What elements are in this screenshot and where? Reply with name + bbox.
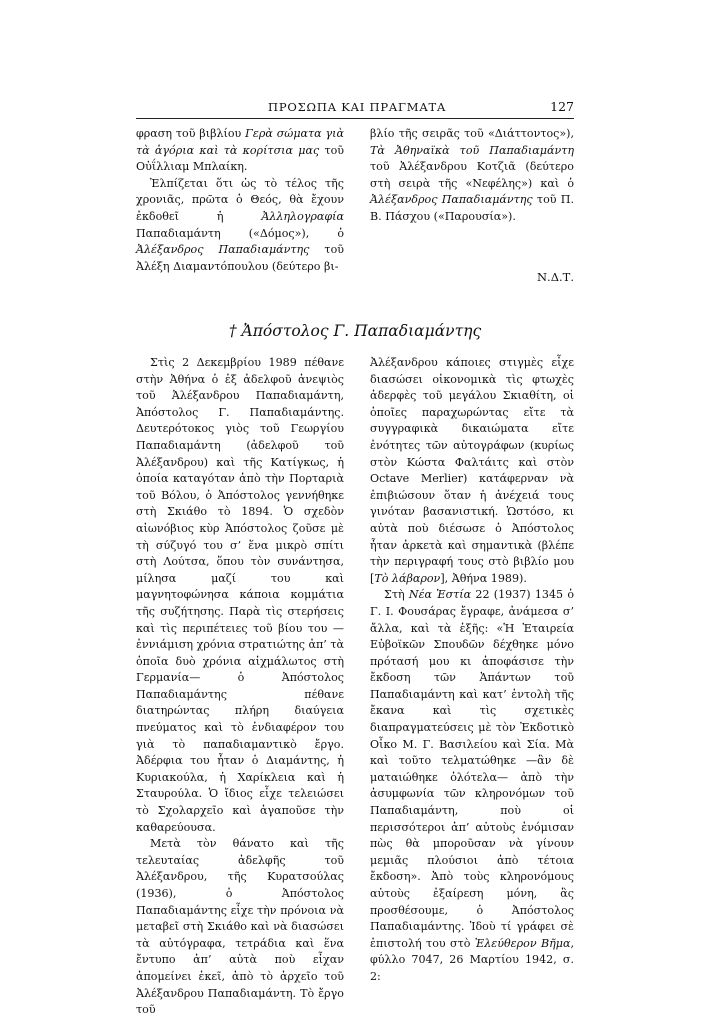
obituary-title: † Ἀπόστολος Γ. Παπαδιαμάντης [228, 322, 482, 340]
text-run: Ἀλέξανδρου κάποιες στιγμὲς εἶχε διασώσει οἰκονομικὰ τὶς φτωχὲς ἀδερφὲς τοῦ μεγάλου Σκιαθίτη, οἱ ὁποῖες παραχωρώντας εἴτε τὰ συγγραφικὰ δικαιώματα εἴτε ἐνότητες τῶν αὐτογράφων (κυρίως στὸν Κώστα Φαλτάιτς καὶ στὸν Octave Merlier) κατάφερναν νὰ ἐπιβιώσουν ὅταν ἡ ἀνέχειά τους γινόταν βασανιστική. Ὡστόσο, κι αὐτὰ ποὺ διέσωσε ὁ Ἀπόστολος ἦταν ἀρκετὰ καὶ σημαντικὰ (βλέπε τὴν περιγραφή τους στὸ βιβλίο μου [ [370, 356, 574, 585]
text-run: Παπαδιαμάντη («Δόμος»), ὁ [136, 226, 344, 240]
paragraph [370, 126, 574, 226]
page-number: 127 [550, 99, 574, 114]
paragraph [136, 355, 344, 836]
text-run: τοῦ Π. Β. Πάσχου («Παρουσία»). [370, 193, 574, 223]
paragraph [370, 355, 574, 587]
italic-title: Νέα Ἑστία [408, 588, 472, 602]
paragraph [136, 836, 344, 1019]
text-run: Ἐλπίζεται ὅτι ὡς τὸ τέλος τῆς χρονιᾶς, πρῶτα ὁ Θεός, θὰ ἔχουν ἐκδοθεῖ ἡ [136, 176, 344, 223]
text-run: Στὶς 2 Δεκεμβρίου 1989 πέθανε στὴν Ἀθήνα ὁ ἐξ ἀδελφοῦ ἀνεψιὸς τοῦ Ἀλέξανδρου Παπαδιαμάντη, Ἀπόστολος Γ. Παπαδιαμάντης. Δευτερότοκος γιὸς τοῦ Γεωργίου Παπαδιαμάντη (ἀδελφοῦ τοῦ Ἀλέξανδρου) καὶ τῆς Κατίγκως, ἡ ὁποία καταγόταν ἀπὸ τὴν Πορταριὰ τοῦ Βόλου, ὁ Ἀπόστολος γεννήθηκε στὴ Σκιάθο τὸ 1894. Ὁ σχεδὸν αἰωνόβιος κὺρ Ἀπόστολος ζοῦσε μὲ τὴ σύζυγό του σ’ ἕνα μικρὸ σπίτι στὴ Λούτσα, ὅπου τὸν συνάντησα, μίλησα μαζί του καὶ μαγνητοφώνησα κάποια κομμάτια τῆς συζήτησης. Παρὰ τὶς στερήσεις καὶ τὶς περιπέτειες τοῦ βίου του —ἐννιάμιση χρόνια στρατιώτης ἀπ’ τὰ ὁποῖα δυὸ χρόνια αἰχμάλωτος στὴ Γερμανία— ὁ Ἀπόστολος Παπαδιαμάντης πέθανε διατηρώντας πλήρη διαύγεια πνεύματος καὶ τὸ ἐνδιαφέρον του γιὰ τὸ παπαδιαμαντικὸ ἔργο. Ἀδέρφια του ἦταν ὁ Διαμάντης, ἡ Κυριακούλα, ἡ Χαρίκλεια καὶ ἡ Σταυρούλα. Ὁ ἴδιος εἶχε τελειώσει τὸ Σχολαρχεῖο καὶ ἀγαποῦσε τὴν καθαρεύουσα. [136, 356, 344, 834]
text-run: τοῦ Οὐΐλλιαμ Μπλαίκη. [136, 143, 344, 174]
running-title: ΠΡΟΣΩΠΑ ΚΑΙ ΠΡΑΓΜΑΤΑ [268, 100, 447, 114]
paragraph [370, 587, 574, 985]
paragraph [136, 126, 344, 176]
italic-title: Ἀλέξανδρος Παπαδιαμάντης [136, 243, 310, 257]
text-run: φραση τοῦ βιβλίου [136, 127, 246, 140]
italic-title: Ἀλέξανδρος Παπαδιαμάντης [370, 193, 533, 207]
italic-title: Γερὰ σώματα γιὰ τὰ ἀγόρια καὶ τὰ κορίτσια μας [136, 127, 345, 157]
body-left-column [136, 355, 344, 1019]
text-run: Στὴ [384, 588, 409, 602]
text-run: ], Ἀθήνα 1989). [440, 571, 527, 585]
text-run: τοῦ Ἀλέξη Διαμαντόπουλου (δεύτερο βι- [136, 243, 344, 273]
body-right-column [370, 355, 574, 986]
text-run: Μετὰ τὸν θάνατο καὶ τῆς τελευταίας ἀδελφῆς τοῦ Ἀλέξανδρου, τῆς Κυρατσούλας (1936), ὁ Ἀπόστολος Παπαδιαμάντης εἶχε τὴν πρόνοια νὰ μεταβεῖ στὴ Σκιάθο καὶ νὰ διασώσει τὰ αὐτόγραφα, τετράδια καὶ ἕνα ἔντυπο ἀπ’ αὐτὰ ποὺ εἶχαν ἀπομείνει ἐκεῖ, ἀπὸ τὸ ἀρχεῖο τοῦ Ἀλέξανδρου Παπαδιαμάντη. Τὸ ἔργο τοῦ [136, 837, 344, 1017]
paragraph [136, 176, 344, 276]
text-run: 22 (1937) 1345 ὁ Γ. Ι. Φουσάρας ἔγραφε, ἀνάμεσα σ’ ἄλλα, καὶ τὰ ἑξῆς: «Ἡ Ἑταιρεία Εὐβοϊκῶν Σπουδῶν δέχθηκε μόνο πρότασή μου κι ἀποφάσισε τὴν ἔκδοση τῶν Ἁπάντων τοῦ Παπαδιαμάντη καὶ κατ’ ἐντολὴ τῆς ἔκανα καὶ τὶς σχετικὲς διαπραγματεύσεις μὲ τὸν Ἐκδοτικὸ Οἶκο Μ. Γ. Βασιλείου καὶ Σία. Μὰ καὶ τοῦτο τελματώθηκε —ἂν δὲ ματαιώθηκε ὁλότελα— ἀπὸ τὴν ἀσυμφωνία τῶν κληρονόμων τοῦ Παπαδιαμάντη, ποὺ οἱ περισσότεροι ἀπ’ αὐτοὺς ἐνόμισαν πὼς θὰ μποροῦσαν νὰ γίνουν μεμιᾶς πλούσιοι ἀπὸ τέτοια ἔκδοση». Ἀπὸ τοὺς κληρονόμους αὐτοὺς ἐξαίρεση μόνη, ἃς προσθέσουμε, ὁ Ἀπόστολος Παπαδιαμάντης. Ἰδοὺ τί γράφει σὲ ἐπιστολή του στὸ [370, 588, 575, 950]
top-left-column [136, 126, 344, 275]
italic-title: Τὸ λάβαρον [374, 571, 441, 585]
text-run: , φύλλο 7047, 26 Μαρτίου 1942, σ. 2: [370, 936, 574, 983]
header-rule [136, 118, 574, 119]
text-run: τοῦ Ἀλέξανδρου Κοτζιᾶ (δεύτερο στὴ σειρὰ τῆς «Νεφέλης») καὶ ὁ [370, 160, 574, 190]
top-right-column [370, 126, 574, 226]
running-header [136, 100, 574, 120]
author-initials: Ν.Δ.Τ. [536, 270, 574, 284]
italic-title: Τὰ Ἀθηναϊκὰ τοῦ Παπαδιαμάντη [370, 143, 574, 157]
italic-title: Ἐλεύθερον Βῆμα [474, 936, 571, 950]
italic-title: Ἀλληλογραφία [261, 209, 344, 223]
text-run: βλίο τῆς σειρᾶς τοῦ «Διάττοντος»), [370, 127, 574, 140]
